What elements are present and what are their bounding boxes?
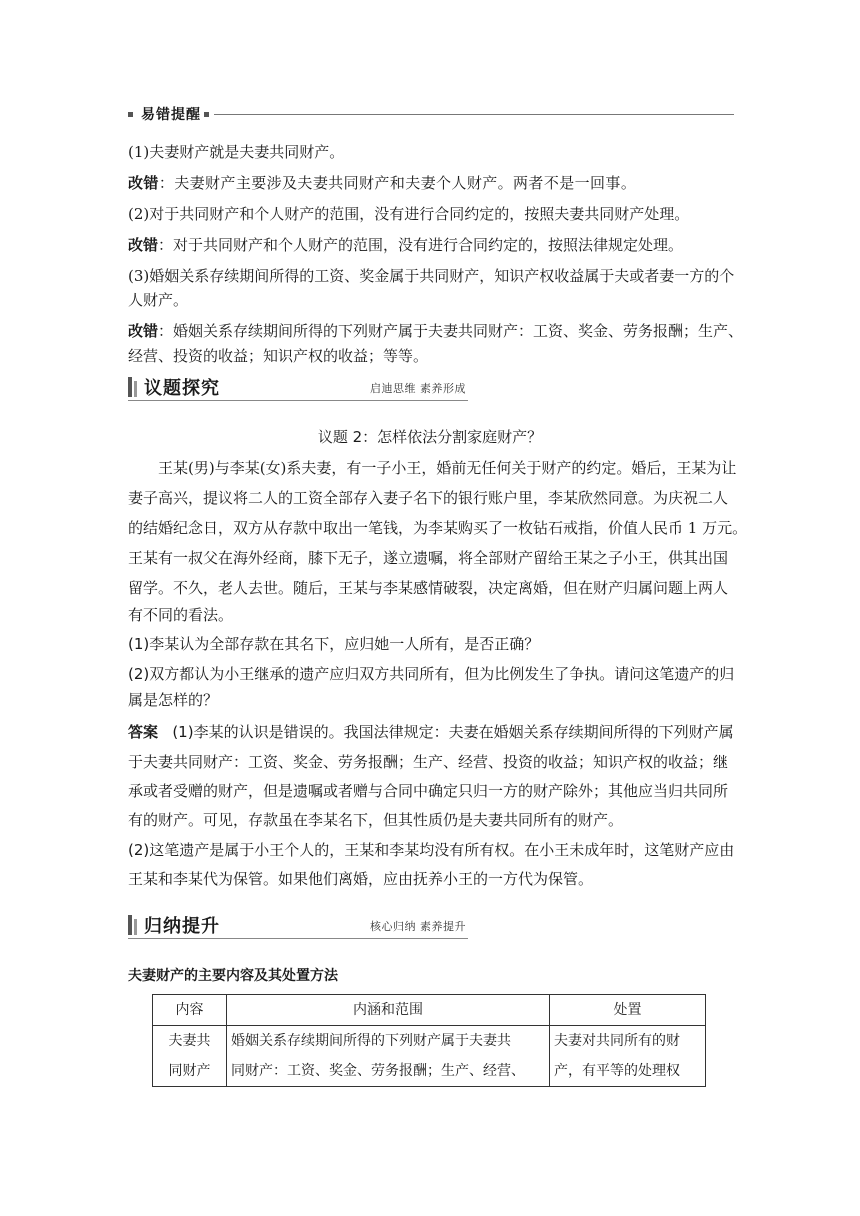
question-line: (2)双方都认为小王继承的遗产应归双方共同所有，但为比例发生了争执。请问这笔遗产的归 xyxy=(128,665,735,683)
tip-line: 经营、投资的收益；知识产权的收益；等等。 xyxy=(128,347,429,365)
table-header-row xyxy=(153,995,706,1026)
table-title: 夫妻财产的主要内容及其处置方法 xyxy=(128,968,338,984)
correction-text: ：夫妻财产主要涉及夫妻共同财产和夫妻个人财产。两者不是一回事。 xyxy=(158,174,637,192)
cell-line: 同财产：工资、奖金、劳务报酬；生产、经营、 xyxy=(231,1063,525,1079)
correction-label: 改错 xyxy=(128,322,159,340)
tip-line: (1)夫妻财产就是夫妻共同财产。 xyxy=(128,143,345,161)
tip-line: (2)对于共同财产和个人财产的范围，没有进行合同约定的，按照夫妻共同财产处理。 xyxy=(128,205,690,223)
table-cell xyxy=(227,1026,550,1087)
correction-text: ：对于共同财产和个人财产的范围，没有进行合同约定的，按照法律规定处理。 xyxy=(158,236,684,254)
tip-heading: 易错提醒 xyxy=(141,107,201,123)
table-header-cell: 内容 xyxy=(153,995,227,1026)
cell-line: 夫妻对共同所有的财 xyxy=(554,1033,680,1049)
topic-paragraph-line: 的结婚纪念日，双方从存款中取出一笔钱，为李某购买了一枚钻石戒指，价值人民币 1 万元。 xyxy=(128,519,748,537)
topic-paragraph-line: 留学。不久，老人去世。随后，王某与李某感情破裂，决定离婚，但在财产归属问题上两人 xyxy=(128,579,729,597)
section-subtitle: 核心归纳 素养提升 xyxy=(370,920,466,933)
answer-line: 王某和李某代为保管。如果他们离婚，应由抚养小王的一方代为保管。 xyxy=(128,870,594,888)
answer-line: 承或者受赠的财产，但是遗嘱或者赠与合同中确定只归一方的财产除外；其他应当归共同所 xyxy=(128,782,729,800)
correction-text: ：婚姻关系存续期间所得的下列财产属于夫妻共同财产：工资、奖金、劳务报酬；生产、 xyxy=(158,322,744,340)
topic-paragraph-line: 妻子高兴，提议将二人的工资全部存入妻子名下的银行账户里，李某欣然同意。为庆祝二人 xyxy=(128,489,729,507)
correction-label: 改错 xyxy=(128,174,159,192)
section-title: 议题探究 xyxy=(144,378,220,399)
section-bar-icon xyxy=(128,915,132,935)
section-bar-icon xyxy=(134,381,137,397)
answer-line: (2)这笔遗产是属于小王个人的，王某和李某均没有所有权。在小王未成年时，这笔财产应由 xyxy=(128,841,735,859)
answer-line: 于夫妻共同财产：工资、奖金、劳务报酬；生产、经营、投资的收益；知识产权的收益；继 xyxy=(128,753,729,771)
section-bar-icon xyxy=(134,919,137,935)
table-header-cell: 内涵和范围 xyxy=(227,995,550,1026)
question-line: 属是怎样的？ xyxy=(128,691,219,709)
answer-label: 答案 xyxy=(128,723,159,741)
tip-line xyxy=(128,235,683,255)
cell-line: 夫妻共 xyxy=(168,1033,211,1049)
correction-label: 改错 xyxy=(128,236,159,254)
section-title: 归纳提升 xyxy=(144,916,220,937)
tip-line xyxy=(128,173,636,193)
cell-line: 产，有平等的处理权 xyxy=(554,1063,680,1079)
topic-paragraph-line: 有不同的看法。 xyxy=(128,606,234,624)
tip-line: (3)婚姻关系存续期间所得的工资、奖金属于共同财产，知识产权收益属于夫或者妻一方的个 xyxy=(128,267,735,285)
table-header-cell: 处置 xyxy=(550,995,706,1026)
tip-line: 人财产。 xyxy=(128,291,189,309)
section-subtitle: 启迪思维 素养形成 xyxy=(370,382,466,395)
tip-line xyxy=(128,321,743,341)
summary-section-header xyxy=(128,914,468,940)
topic-paragraph-line: 王某(男)与李某(女)系夫妻，有一子小王，婚前无任何关于财产的约定。婚后，王某为让 xyxy=(158,459,737,477)
table-cell xyxy=(153,1026,227,1087)
topic-title: 议题 2：怎样依法分割家庭财产？ xyxy=(317,428,543,446)
table-cell xyxy=(550,1026,706,1087)
table-row xyxy=(153,1026,706,1087)
divider xyxy=(128,400,468,401)
property-table xyxy=(152,994,706,1087)
topic-section-header xyxy=(128,376,468,402)
tip-heading-bar xyxy=(128,100,734,130)
section-bar-icon xyxy=(128,377,132,397)
square-bullet-icon xyxy=(204,112,209,117)
cell-line: 同财产 xyxy=(168,1063,211,1079)
topic-paragraph-line: 王某有一叔父在海外经商，膝下无子，遂立遗嘱，将全部财产留给王某之子小王，供其出国 xyxy=(128,549,729,567)
answer-line xyxy=(128,722,734,742)
square-bullet-icon xyxy=(128,112,133,117)
divider xyxy=(214,114,734,115)
divider xyxy=(128,938,468,939)
answer-line: 有的财产。可见，存款虽在李某名下，但其性质仍是夫妻共同所有的财产。 xyxy=(128,811,624,829)
question-line: (1)李某认为全部存款在其名下，应归她一人所有，是否正确？ xyxy=(128,635,540,653)
cell-line: 婚姻关系存续期间所得的下列财产属于夫妻共 xyxy=(231,1033,511,1049)
answer-text: (1)李某的认识是错误的。我国法律规定：夫妻在婚姻关系存续期间所得的下列财产属 xyxy=(172,723,734,741)
